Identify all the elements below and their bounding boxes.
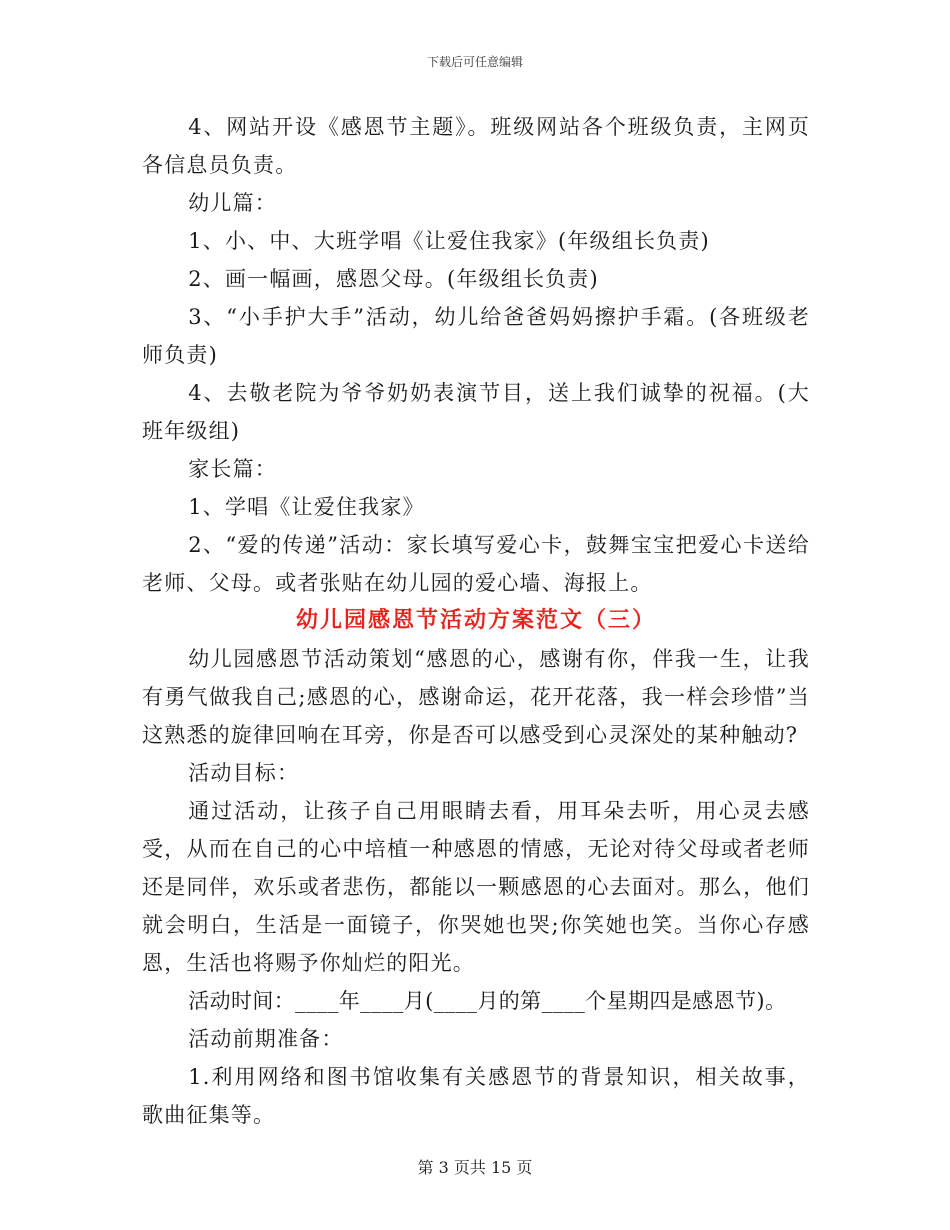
paragraph: 活动目标： xyxy=(188,761,300,785)
paragraph: 2、画一幅画，感恩父母。(年级组长负责) xyxy=(188,267,599,291)
paragraph: 活动前期准备： xyxy=(188,1027,344,1051)
paragraph: 幼儿篇： xyxy=(188,191,277,215)
paragraph: 1、小、中、大班学唱《让爱住我家》(年级组长负责) xyxy=(188,229,710,253)
paragraph: 通过活动，让孩子自己用眼睛去看，用耳朵去听，用心灵去感受，从而在自己的心中培植一种感恩的情感，无论对待父母或者老师还是同伴，欢乐或者悲伤，都能以一颗感恩的心去面对。那么，他们就会明白，生活是一面镜子，你哭她也哭;你笑她也笑。当你心存感恩，生活也将赐予你灿烂的阳光。 xyxy=(142,799,810,975)
paragraph: 3、“小手护大手”活动，幼儿给爸爸妈妈擦护手霜。(各班级老师负责) xyxy=(142,305,810,367)
page-footer: 第 3 页共 15 页 xyxy=(417,1158,533,1177)
paragraph: 2、“爱的传递”活动：家长填写爱心卡，鼓舞宝宝把爱心卡送给老师、父母。或者张贴在幼儿园的爱心墙、海报上。 xyxy=(142,533,810,595)
paragraph: 活动时间：____年____月(____月的第____个星期四是感恩节)。 xyxy=(188,989,787,1013)
paragraph: 家长篇： xyxy=(188,457,277,481)
document-body xyxy=(142,108,810,1134)
paragraph: 4、去敬老院为爷爷奶奶表演节目，送上我们诚挚的祝福。(大班年级组) xyxy=(142,381,810,443)
paragraph: 1、学唱《让爱住我家》 xyxy=(188,495,425,519)
paragraph: 4、网站开设《感恩节主题》。班级网站各个班级负责，主网页各信息员负责。 xyxy=(142,115,810,177)
section-title: 幼儿园感恩节活动方案范文（三） xyxy=(295,608,656,633)
paragraph: 1.利用网络和图书馆收集有关感恩节的背景知识，相关故事，歌曲征集等。 xyxy=(142,1065,810,1127)
page-header: 下载后可任意编辑 xyxy=(426,55,523,69)
paragraph: 幼儿园感恩节活动策划“感恩的心，感谢有你，伴我一生，让我有勇气做我自己;感恩的心，感谢命运，花开花落，我一样会珍惜”当这熟悉的旋律回响在耳旁，你是否可以感受到心灵深处的某种触动? xyxy=(142,647,810,747)
